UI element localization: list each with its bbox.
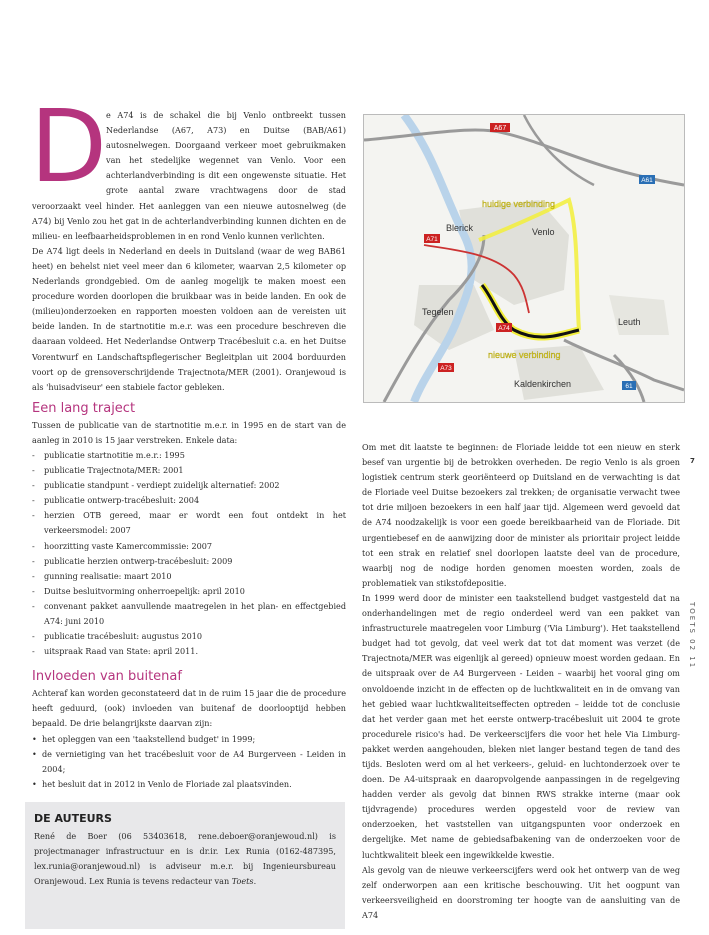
left-column (30, 88, 346, 792)
side-running-title: TOETS 02 11 (688, 602, 696, 670)
list-item: - gunning realisatie: maart 2010 (32, 569, 346, 584)
a61-south-label: 61 (625, 383, 633, 390)
river (404, 115, 472, 402)
current-route-label: huidige verbinding (482, 199, 556, 209)
highway-a67 (364, 130, 684, 185)
authors-heading: DE AUTEURS (34, 812, 112, 825)
right-paragraph-3: Als gevolg van de nieuwe verkeerscijfers werd ook het ontwerp van de weg zelf onderworpen aan een kritische beschouwing. Uit het oogpunt van verkeersveiligheid en doorstroming ter hoogte van de aansluiting van de A74 (362, 864, 680, 920)
list-item: - hoorzitting vaste Kamercommissie: 2007 (32, 539, 346, 554)
list-item: - uitspraak Raad van State: april 2011. (32, 644, 346, 659)
authors-body: René de Boer (06 53403618, rene.deboer@oranjewoud.nl) is projectmanager infrastructuur en is dr.ir. Lex Runia (0162-487395, lex.runia@oranjewoud.nl) is adviseur m.e.r. bij Ingenieursbureau Oranjewoud. Lex Runia is tevens redacteur van (34, 831, 336, 887)
a61-label: A61 (641, 177, 653, 184)
place-blerick: Blerick (446, 223, 474, 233)
list-item: - convenant pakket aanvullende maatregelen in het plan- en effectgebied A74: juni 2010 (32, 599, 346, 629)
list-item: - publicatie startnotitie m.e.r.: 1995 (32, 448, 346, 463)
influences-list (32, 732, 346, 792)
place-tegelen: Tegelen (422, 307, 454, 317)
right-column (362, 440, 680, 923)
new-route-label: nieuwe verbinding (488, 350, 561, 360)
route-map (363, 114, 685, 403)
a74-label: A74 (498, 325, 510, 332)
right-paragraph-2: In 1999 werd door de minister een taakstellend budget vastgesteld dat na onderhandelingen met de regio onderdeel werd van een pakket van infrastructurele maatregelen voor Limburg ('Via Limburg'). Het taakstellend budget had tot gevolg, dat veel werk dat tot dat moment was verzet (de Trajectnota/MER was eigenlijk al gereed) opnieuw moest worden gedaan. En de uitspraak over de A4 Burgerveen - Leiden – waarbij het vooral ging om onvoldoende inzicht in de effecten op de luchtkwaliteit en in de omvang van het gebied waar luchtkwaliteitseffecten optreden – leidde tot de conclusie dat het verder gaan met het eerste ontwerp-tracébesluit uit 2004 te grote procedurele risico's had. De verkeerscijfers die voor het hele Via Limburg-pakket werden aangehouden, bleken niet langer bestand tegen de tand des tijds. Besloten werd om al het verkeers-, geluid- en luchtonderzoek over te doen. De A4-uitspraak en daaropvolgende aanpassingen in de regelgeving hadden verder als gevolg dat binnen RWS strakke interne (maar ook tijdvragende) procedures werden opgesteld voor de review van onderzoeken, het vaststellen van uitgangspunten voor onderzoek en dergelijke. Met name de gebiedsafbakening van de onderzoeken voor de luchtkwaliteit bleek een ingewikkelde kwestie. (362, 592, 680, 860)
a73-label-top: A71 (426, 236, 438, 243)
intro-paragraph-1: e A74 is de schakel die bij Venlo ontbreekt tussen Nederlandse (A67, A73) en Duitse (BAB/A61) autosnelwegen. Doorgaand verkeer moet gebruikmaken van het stedelijke wegennet van Venlo. Voor een achterlandverbinding is dit een ongewenste situatie. Het grote aantal zware vrachtwagens door de stad veroorzaakt veel hinder. Het aanleggen van een nieuwe autosnelweg (de A74) bij Venlo zou het gat in de achterlandverbinding kunnen dichten en de milieu- en leefbaarheidsproblemen in en rond Venlo kunnen verlichten. (32, 110, 346, 241)
authors-text (34, 829, 336, 889)
authors-end: . (253, 876, 257, 887)
list-item: - publicatie ontwerp-tracébesluit: 2004 (32, 493, 346, 508)
place-kaldenkirchen: Kaldenkirchen (514, 379, 572, 389)
list-item: • de vernietiging van het tracébesluit voor de A4 Burgerveen - Leiden in 2004; (32, 747, 346, 777)
place-venlo: Venlo (532, 227, 555, 237)
place-leuth: Leuth (618, 317, 641, 327)
list-item: - Duitse besluitvorming onherroepelijk: april 2010 (32, 584, 346, 599)
page-number: 7 (690, 457, 695, 465)
list-item: - herzien OTB gereed, maar er wordt een fout ontdekt in het verkeersmodel: 2007 (32, 508, 346, 538)
map-svg (364, 115, 684, 402)
urban-area (609, 295, 669, 335)
timeline-list (32, 448, 346, 659)
a67-label: A67 (493, 125, 507, 132)
section1-intro: Tussen de publicatie van de startnotitie m.e.r. in 1995 en de start van de aanleg in 2010 is 15 jaar verstreken. Enkele data: (32, 419, 346, 445)
drop-cap: D (30, 88, 108, 205)
intro-paragraph-2: De A74 ligt deels in Nederland en deels in Duitsland (waar de weg BAB61 heet) en behelst niet veel meer dan 6 kilometer, waarvan 2,5 kilometer op Nederlands grondgebied. Om de aanleg mogelijk te maken moest een procedure worden doorlopen die bruikbaar was in beide landen. En ook de (milieu)onderzoeken en rapporten moesten voldoen aan de vereisten uit beide landen. In de startnotitie m.e.r. was een procedure beschreven die daaraan voldeed. Het Nederlandse Ontwerp Tracébesluit c.a. en het Duitse Vorentwurf en Landschaftspflegerischer Begleitplan uit 2004 borduurden voort op de grensoverschrijdende Trajectnota/MER (2001). Oranjewoud is als 'huisadviseur' een stabiele factor gebleken. (32, 245, 346, 392)
list-item: - publicatie herzien ontwerp-tracébesluit: 2009 (32, 554, 346, 569)
list-item: • het besluit dat in 2012 in Venlo de Floriade zal plaatsvinden. (32, 777, 346, 792)
section2-intro: Achteraf kan worden geconstateerd dat in de ruim 15 jaar die de procedure heeft geduurd, (ook) invloeden van buitenaf de doorlooptijd hebben bepaald. De drie belangrijkste daarvan zijn: (32, 688, 346, 729)
right-paragraph-1: Om met dit laatste te beginnen: de Floriade leidde tot een nieuw en sterk besef van urgentie bij de betrokken overheden. De regio Venlo is als groen logistiek centrum sterk georiënteerd op Duitsland en de verwachting is dat de Floriade veel Duitse bezoekers zal trekken; de organisatie verwacht twee tot drie miljoen bezoekers in een half jaar tijd. Algemeen werd gevoeld dat de A74 noodzakelijk is voor een goede bereikbaarheid van de Floriade. Dit urgentiebesef en de aanwijzing door de minister als prioritair project leidde tot een strak en relatief snel doorlopen laatste deel van de procedure, waarbij nog de nodige horden genomen moesten worden, zoals de problematiek van stikstofdepositie. (362, 442, 680, 588)
a73-label: A73 (440, 365, 452, 372)
authors-journal-name: Toets (231, 876, 254, 887)
authors-box (25, 802, 345, 929)
list-item: - publicatie tracébesluit: augustus 2010 (32, 629, 346, 644)
list-item: • het opleggen van een 'taakstellend budget' in 1999; (32, 732, 346, 747)
section-heading-invloeden: Invloeden van buitenaf (32, 669, 182, 685)
section-heading-lang-traject: Een lang traject (32, 400, 136, 416)
list-item: - publicatie Trajectnota/MER: 2001 (32, 463, 346, 478)
list-item: - publicatie standpunt - verdiept zuidelijk alternatief: 2002 (32, 478, 346, 493)
highway-a61-south (614, 355, 644, 402)
